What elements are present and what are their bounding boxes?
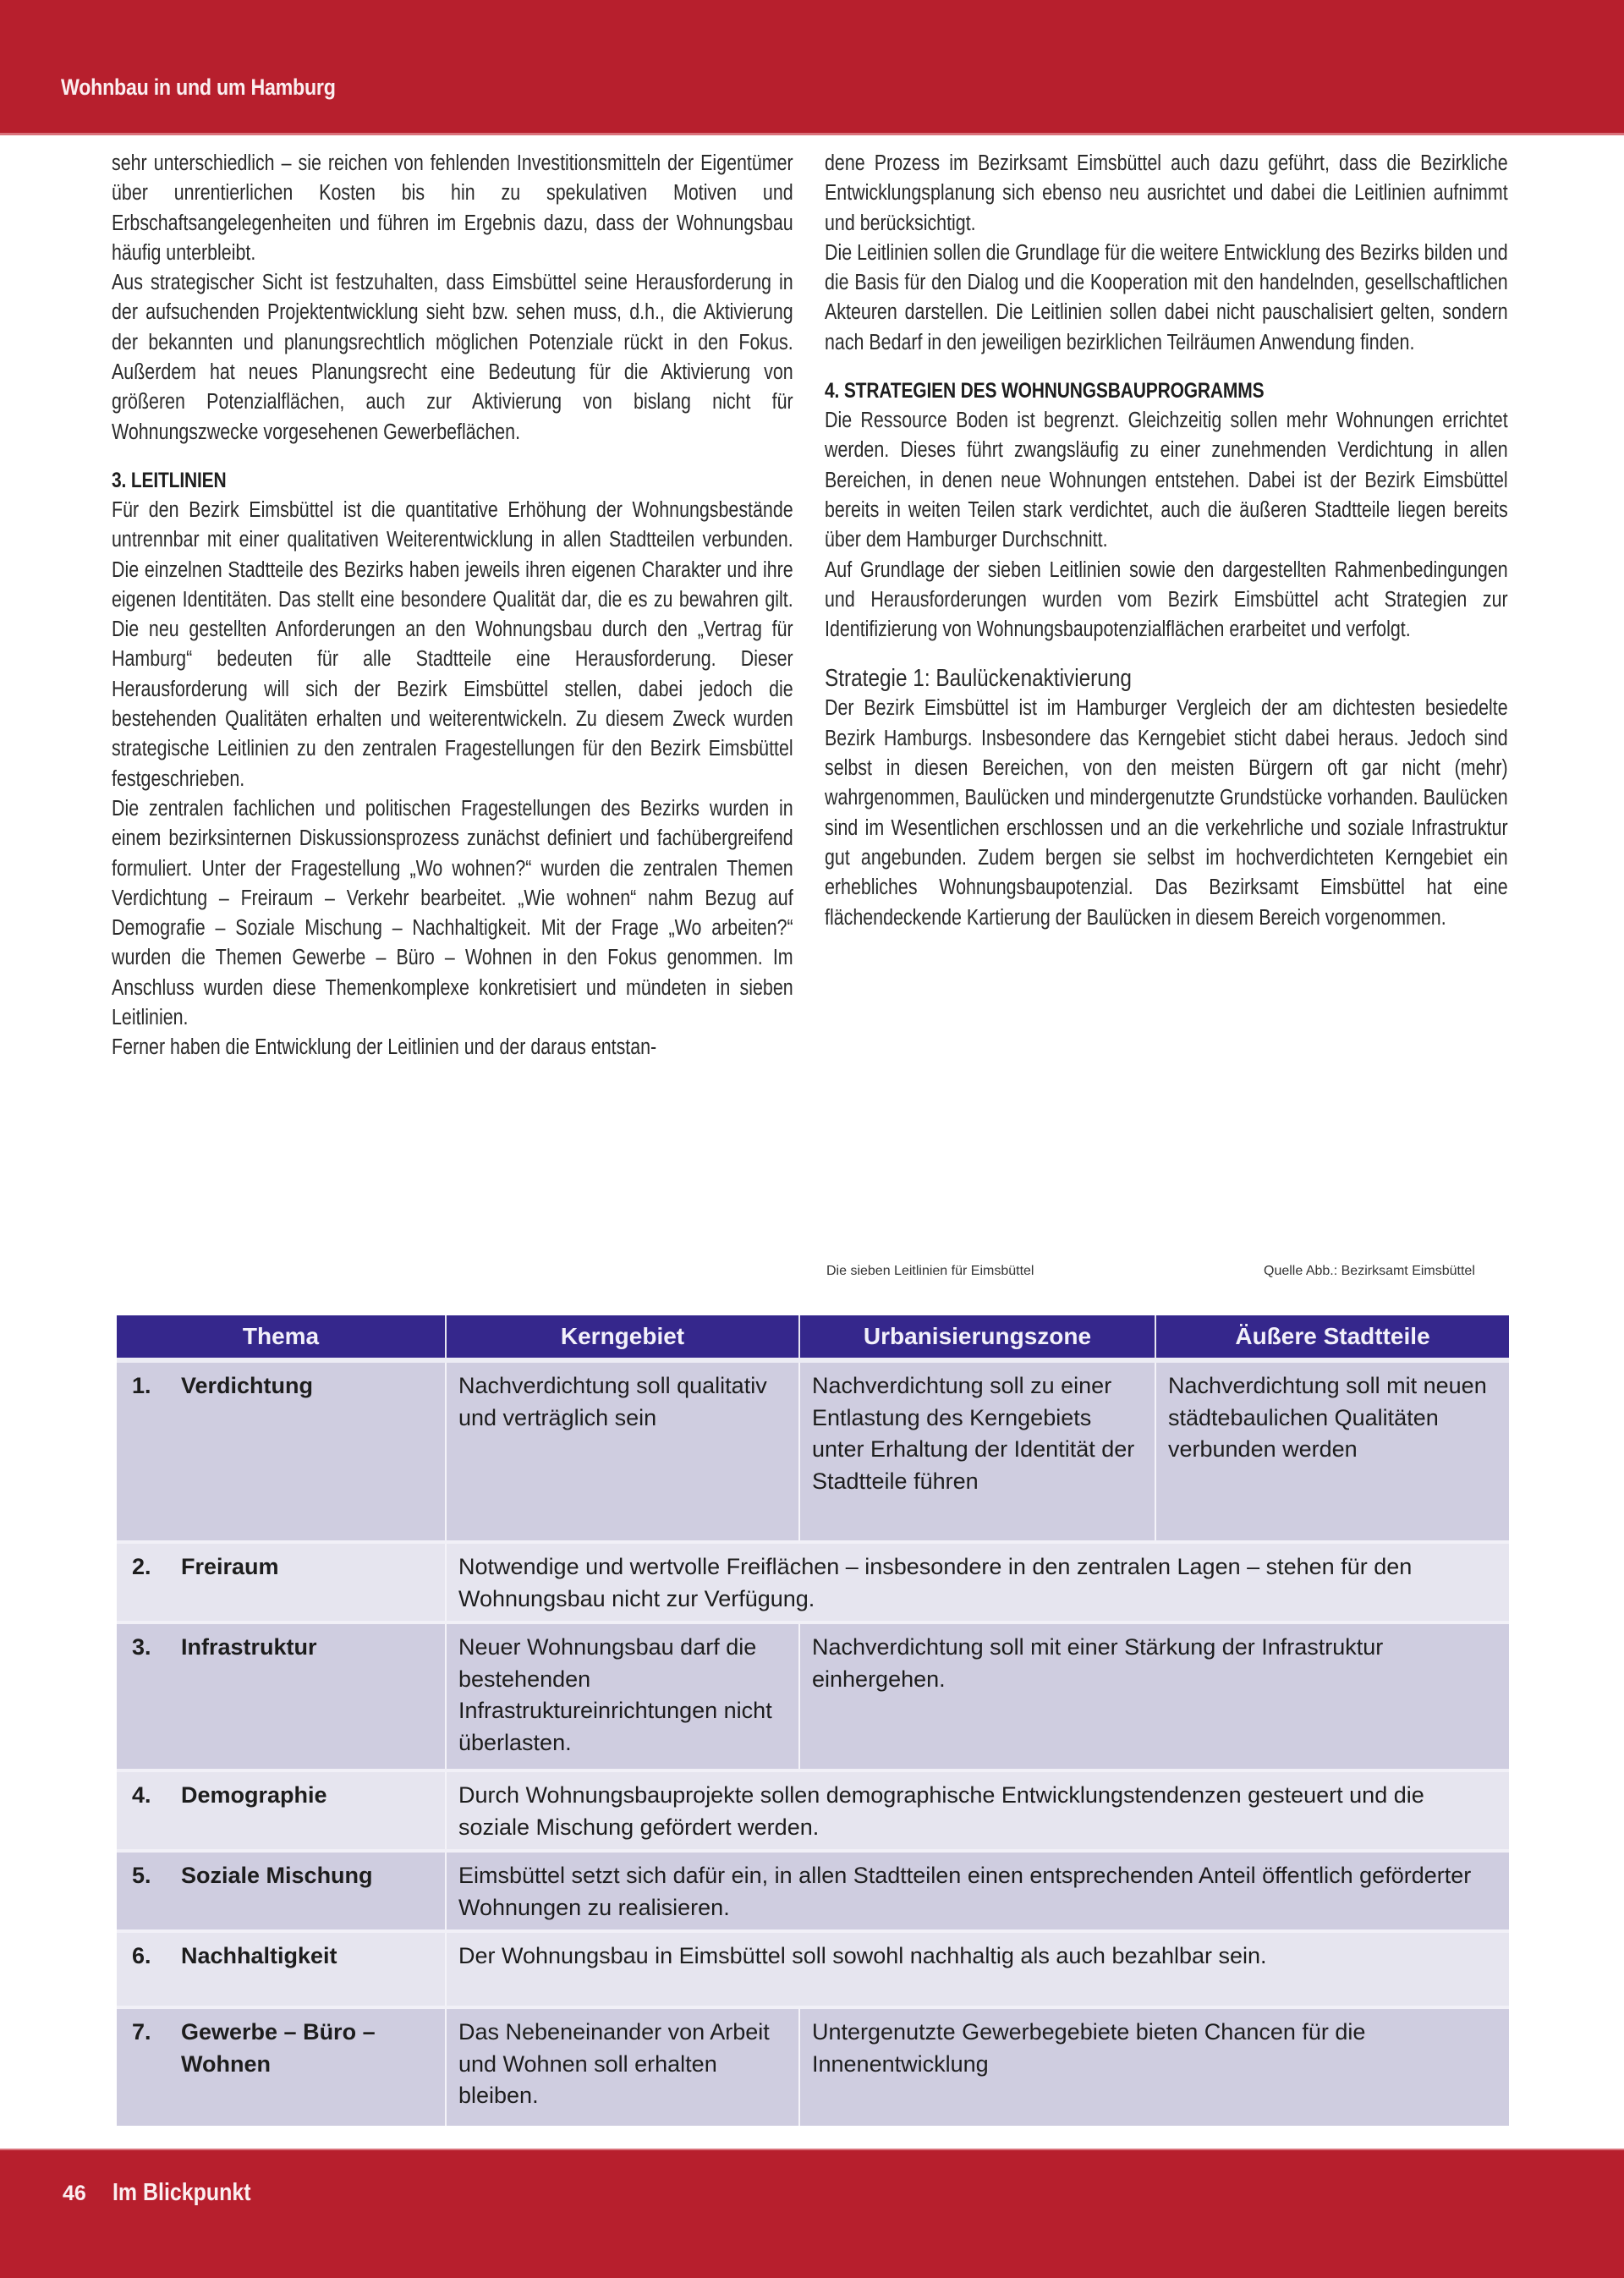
theme-cell [117, 1770, 446, 1851]
left-column [112, 149, 793, 1063]
row-theme: Nachhaltigkeit [181, 1943, 337, 1968]
subheading-strategie-1: Strategie 1: Baulückenaktivierung [825, 665, 1132, 693]
column-header-aeussere-stadtteile: Äußere Stadtteile [1155, 1315, 1509, 1360]
cell-other-zones: Untergenutzte Gewerbegebiete bieten Chancen für die Innenentwicklung [799, 2007, 1509, 2126]
cell-all-zones: Eimsbüttel setzt sich dafür ein, in allen Stadtteilen einen entsprechenden Anteil öffentlich geförderter Wohnungen zu realisieren. [446, 1851, 1509, 1931]
table-row [117, 1622, 1509, 1770]
row-number: 1. [132, 1373, 151, 1398]
section-heading-leitlinien: 3. LEITLINIEN [112, 468, 227, 492]
paragraph: Ferner haben die Entwicklung der Leitlinien und der daraus entstan- [112, 1035, 657, 1060]
paragraph: dene Prozess im Bezirksamt Eimsbüttel auch dazu geführt, dass die Bezirkliche Entwicklungsplanung sich ebenso neu ausrichtet und dabei die Leitlinien aufnimmt und berücksichtigt. [825, 151, 1508, 235]
theme-cell [117, 1931, 446, 2007]
right-column [825, 149, 1508, 933]
cell-aeussere-stadtteile: Nachverdichtung soll mit neuen städtebaulichen Qualitäten verbunden werden [1155, 1360, 1509, 1542]
paragraph: Für den Bezirk Eimsbüttel ist die quantitative Erhöhung der Wohnungsbestände untrennbar mit einer qualitativen Weiterentwicklung in allen Stadtteilen verbunden. Die einzelnen Stadtteile des Bezirks haben jeweils ihren eigenen Charakter und ihre eigenen Identitäten. Das stellt eine besondere Qualität dar, die es zu bewahren gilt. Die neu gestellten Anforderungen an den Wohnungsbau durch den „Vertrag für Hamburg“ bedeuten für alle Stadtteile eine Herausforderung. Dieser Herausforderung will sich der Bezirk Eimsbüttel stellen, dabei jedoch die bestehenden Qualitäten erhalten und weiterentwickeln. Zu diesem Zweck wurden strategische Leitlinien zu den zentralen Fragestellungen für den Bezirk Eimsbüttel festgeschrieben. [112, 497, 793, 791]
column-header-kerngebiet: Kerngebiet [446, 1315, 799, 1360]
cell-all-zones: Durch Wohnungsbauprojekte sollen demographische Entwicklungstendenzen gesteuert und die soziale Mischung gefördert werden. [446, 1770, 1509, 1851]
row-theme: Verdichtung [181, 1373, 314, 1398]
theme-cell [117, 1622, 446, 1770]
row-theme: Gewerbe – Büro – Wohnen [181, 2019, 376, 2077]
row-number: 2. [132, 1554, 151, 1579]
paragraph: Auf Grundlage der sieben Leitlinien sowie den dargestellten Rahmenbedingungen und Herausforderungen wurden vom Bezirk Eimsbüttel acht Strategien zur Identifizierung von Wohnungsbaupotenzialflächen erarbeitet und verfolgt. [825, 557, 1508, 642]
table-header-row [117, 1315, 1509, 1360]
table-row [117, 1851, 1509, 1931]
cell-urbanisierungszone: Nachverdichtung soll zu einer Entlastung des Kerngebiets unter Erhaltung der Identität der Stadtteile führen [799, 1360, 1155, 1542]
paragraph: Der Bezirk Eimsbüttel ist im Hamburger Vergleich der am dichtesten besiedelte Bezirk Hamburgs. Insbesondere das Kerngebiet sticht dabei heraus. Jedoch sind selbst in diesen Bereichen, von den meisten Bürgern oft gar nicht (mehr) wahrgenommen, Baulücken und mindergenutzte Grundstücke vorhanden. Baulücken sind im Wesentlichen erschlossen und an die verkehrliche und soziale Infrastruktur gut angebunden. Zudem bergen sie selbst im hochverdichteten Kerngebiet ein erhebliches Wohnungsbaupotenzial. Das Bezirksamt Eimsbüttel hat eine flächendeckende Kartierung der Baulücken in diesem Bereich vorgenommen. [825, 696, 1508, 930]
footer-section-title: Im Blickpunkt [112, 2179, 251, 2206]
paragraph: Aus strategischer Sicht ist festzuhalten, dass Eimsbüttel seine Herausforderung in der aufsuchenden Projektentwicklung sieht bzw. sehen muss, d.h., die Aktivierung der bekannten und planungsrechtlich möglichen Potenziale rückt in den Fokus. Außerdem hat neues Planungsrecht eine Bedeutung für die Aktivierung von größeren Potenzialflächen, auch zur Aktivierung von bislang nicht für Wohnungszwecke vorgesehenen Gewerbeflächen. [112, 271, 793, 444]
cell-kerngebiet: Nachverdichtung soll qualitativ und verträglich sein [446, 1360, 799, 1542]
table-row [117, 1542, 1509, 1622]
column-header-urbanisierungszone: Urbanisierungszone [799, 1315, 1155, 1360]
row-theme: Infrastruktur [181, 1634, 317, 1660]
cell-all-zones: Der Wohnungsbau in Eimsbüttel soll sowohl nachhaltig als auch bezahlbar sein. [446, 1931, 1509, 2007]
cell-other-zones: Nachverdichtung soll mit einer Stärkung der Infrastruktur einhergehen. [799, 1622, 1509, 1770]
running-header-title: Wohnbau in und um Hamburg [61, 74, 336, 100]
paragraph: Die zentralen fachlichen und politischen Fragestellungen des Bezirks wurden in einem bezirksinternen Diskussionsprozess zunächst definiert und fachübergreifend formuliert. Unter der Fragestellung „Wo wohnen?“ wurden die zentralen Themen Verdichtung – Freiraum – Verkehr bearbeitet. „Wie wohnen“ nahm Bezug auf Demografie – Soziale Mischung – Nachhaltigkeit. Mit der Frage „Wo arbeiten?“ wurden die Themen Gewerbe – Büro – Wohnen in den Fokus genommen. Im Anschluss wurden diese Themenkomplexe konkretisiert und mündeten in sieben Leitlinien. [112, 796, 793, 1030]
figure-source: Quelle Abb.: Bezirksamt Eimsbüttel [1264, 1264, 1475, 1278]
page-number: 46 [63, 2182, 86, 2205]
paragraph: Die Ressource Boden ist begrenzt. Gleichzeitig sollen mehr Wohnungen errichtet werden. Dieses führt zwangsläufig zu einer zunehmenden Verdichtung in allen Bereichen, in denen neue Wohnungen entstehen. Dabei ist der Bezirk Eimsbüttel bereits in weiten Teilen stark verdichtet, auch die äußeren Stadtteile liegen bereits über dem Hamburger Durchschnitt. [825, 409, 1508, 552]
paragraph: sehr unterschiedlich – sie reichen von fehlenden Investitionsmitteln der Eigentümer über unrentierlichen Kosten bis hin zu spekulativen Motiven und Erbschaftsangelegenheiten und führen im Ergebnis dazu, dass der Wohnungsbau häufig unterbleibt. [112, 151, 793, 265]
theme-cell [117, 1360, 446, 1542]
section-heading-strategien: 4. STRATEGIEN DES WOHNUNGSBAUPROGRAMMS [825, 379, 1265, 403]
cell-kerngebiet: Das Nebeneinander von Arbeit und Wohnen soll erhalten bleiben. [446, 2007, 799, 2126]
theme-cell [117, 2007, 446, 2126]
table-row [117, 1931, 1509, 2007]
figure-caption: Die sieben Leitlinien für Eimsbüttel [826, 1264, 1034, 1278]
footer-band [0, 2149, 1624, 2278]
cell-all-zones: Notwendige und wertvolle Freiflächen – insbesondere in den zentralen Lagen – stehen für den Wohnungsbau nicht zur Verfügung. [446, 1542, 1509, 1622]
paragraph: Die Leitlinien sollen die Grundlage für die weitere Entwicklung des Bezirks bilden und die Basis für den Dialog und die Kooperation mit den handelnden, gesellschaftlichen Akteuren darstellen. Die Leitlinien sollen dabei nicht pauschalisiert gelten, sondern nach Bedarf in den jeweiligen bezirklichen Teilräumen Anwendung finden. [825, 240, 1508, 354]
header-band [0, 0, 1624, 135]
row-number: 4. [132, 1782, 151, 1808]
theme-cell [117, 1542, 446, 1622]
column-header-thema: Thema [117, 1315, 446, 1360]
table-row [117, 1770, 1509, 1851]
row-number: 7. [132, 2019, 151, 2045]
row-theme: Demographie [181, 1782, 327, 1808]
table-row [117, 2007, 1509, 2126]
row-number: 3. [132, 1634, 151, 1660]
theme-cell [117, 1851, 446, 1931]
cell-kerngebiet: Neuer Wohnungsbau darf die bestehenden Infrastruktureinrichtungen nicht überlasten. [446, 1622, 799, 1770]
leitlinien-table [117, 1315, 1509, 2126]
row-theme: Freiraum [181, 1554, 279, 1579]
row-theme: Soziale Mischung [181, 1863, 373, 1888]
table-row [117, 1360, 1509, 1542]
row-number: 5. [132, 1863, 151, 1888]
row-number: 6. [132, 1943, 151, 1968]
